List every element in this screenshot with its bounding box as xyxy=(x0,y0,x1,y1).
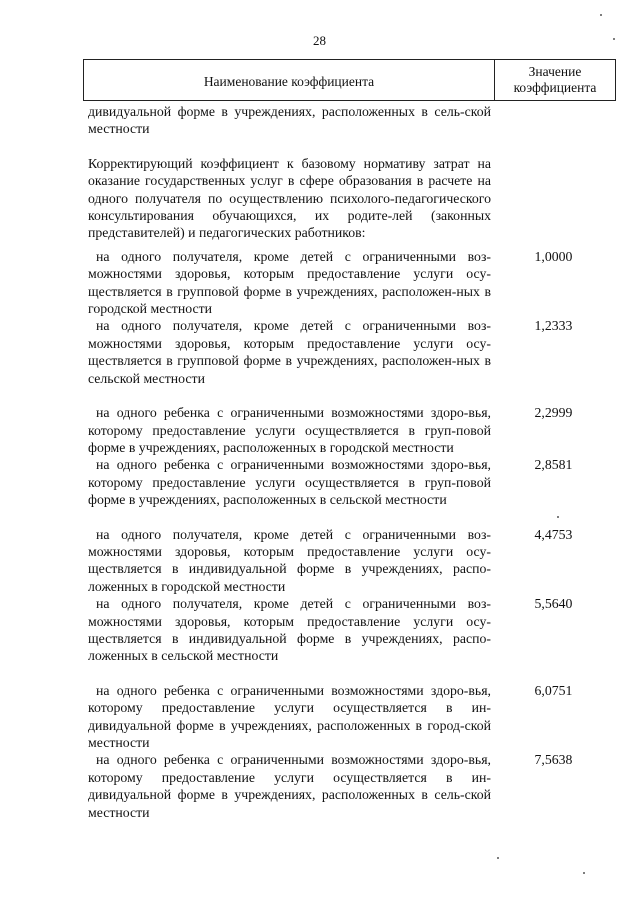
table-row xyxy=(88,317,616,387)
table-row xyxy=(88,526,616,596)
scan-speck xyxy=(497,857,499,859)
section-title: Корректирующий коэффициент к базовому нормативу затрат на оказание государственных услуг в сфере образования в расчете на одного получателя по осуществлению психолого-педагогического консультирования обучающихся, их родите-лей (законных представителей) и педагогических работников: xyxy=(88,155,491,241)
column-header-value xyxy=(495,60,615,100)
column-header-name: Наименование коэффициента xyxy=(84,60,495,100)
table-body xyxy=(88,103,616,821)
row-description: на одного ребенка с ограниченными возможностями здоро-вья, которому предоставление услуги осуществляется в ин-дивидуальной форме в учреждениях, расположенных в сель-ской местности xyxy=(88,752,491,820)
row-value: 7,5638 xyxy=(534,752,573,768)
table-row xyxy=(88,248,616,318)
row-value: 5,5640 xyxy=(534,596,573,612)
column-header-value-line1: Значение xyxy=(528,64,582,79)
scan-speck xyxy=(583,872,585,874)
row-description: на одного получателя, кроме детей с ограниченными воз-можностями здоровья, которым предоставление услуги осу-ществляется в групповой форме в учреждениях, расположен-ных в городской местности xyxy=(88,248,491,317)
row-value: 1,0000 xyxy=(534,248,573,264)
section-title-row xyxy=(88,155,616,242)
row-description: на одного ребенка с ограниченными возможностями здоро-вья, которому предоставление услуги осуществляется в груп-повой форме в учреждениях, расположенных в городской местности xyxy=(88,405,491,455)
row-description: на одного ребенка с ограниченными возможностями здоро-вья, которому предоставление услуги осуществляется в ин-дивидуальной форме в учреждениях, расположенных в город-ской местности xyxy=(88,682,491,750)
continuation-text: дивидуальной форме в учреждениях, расположенных в сель-ской местности xyxy=(88,104,491,137)
row-value: 2,8581 xyxy=(534,457,573,473)
scan-speck xyxy=(557,516,559,518)
row-description: на одного получателя, кроме детей с ограниченными воз-можностями здоровья, которым предоставление услуги осу-ществляется в групповой форме в учреждениях, расположен-ных в сельской местности xyxy=(88,318,491,386)
continuation-row xyxy=(88,103,616,138)
row-value: 4,4753 xyxy=(534,526,573,542)
page-number: 28 xyxy=(313,33,326,48)
row-value: 1,2333 xyxy=(534,318,573,334)
row-value: 6,0751 xyxy=(534,682,573,698)
column-header-value-line2: коэффициента xyxy=(513,80,597,95)
table-header xyxy=(83,59,616,101)
row-description: на одного получателя, кроме детей с ограниченными воз-можностями здоровья, которым предоставление услуги осу-ществляется в индивидуальной форме в учреждениях, распо-ложенных в сельской местности xyxy=(88,596,491,664)
row-description: на одного ребенка с ограниченными возможностями здоро-вья, которому предоставление услуги осуществляется в груп-повой форме в учреждениях, расположенных в сельской местности xyxy=(88,457,491,508)
table-row xyxy=(88,456,616,508)
row-description: на одного получателя, кроме детей с ограниченными воз-можностями здоровья, которым предоставление услуги осу-ществляется в индивидуальной форме в учреждениях, распо-ложенных в городской местности xyxy=(88,526,491,594)
table-row xyxy=(88,595,616,665)
row-value: 2,2999 xyxy=(534,405,573,421)
table-row xyxy=(88,751,616,821)
scan-speck xyxy=(613,38,615,40)
table-row xyxy=(88,404,616,456)
scan-speck xyxy=(600,14,602,16)
table-row xyxy=(88,682,616,752)
